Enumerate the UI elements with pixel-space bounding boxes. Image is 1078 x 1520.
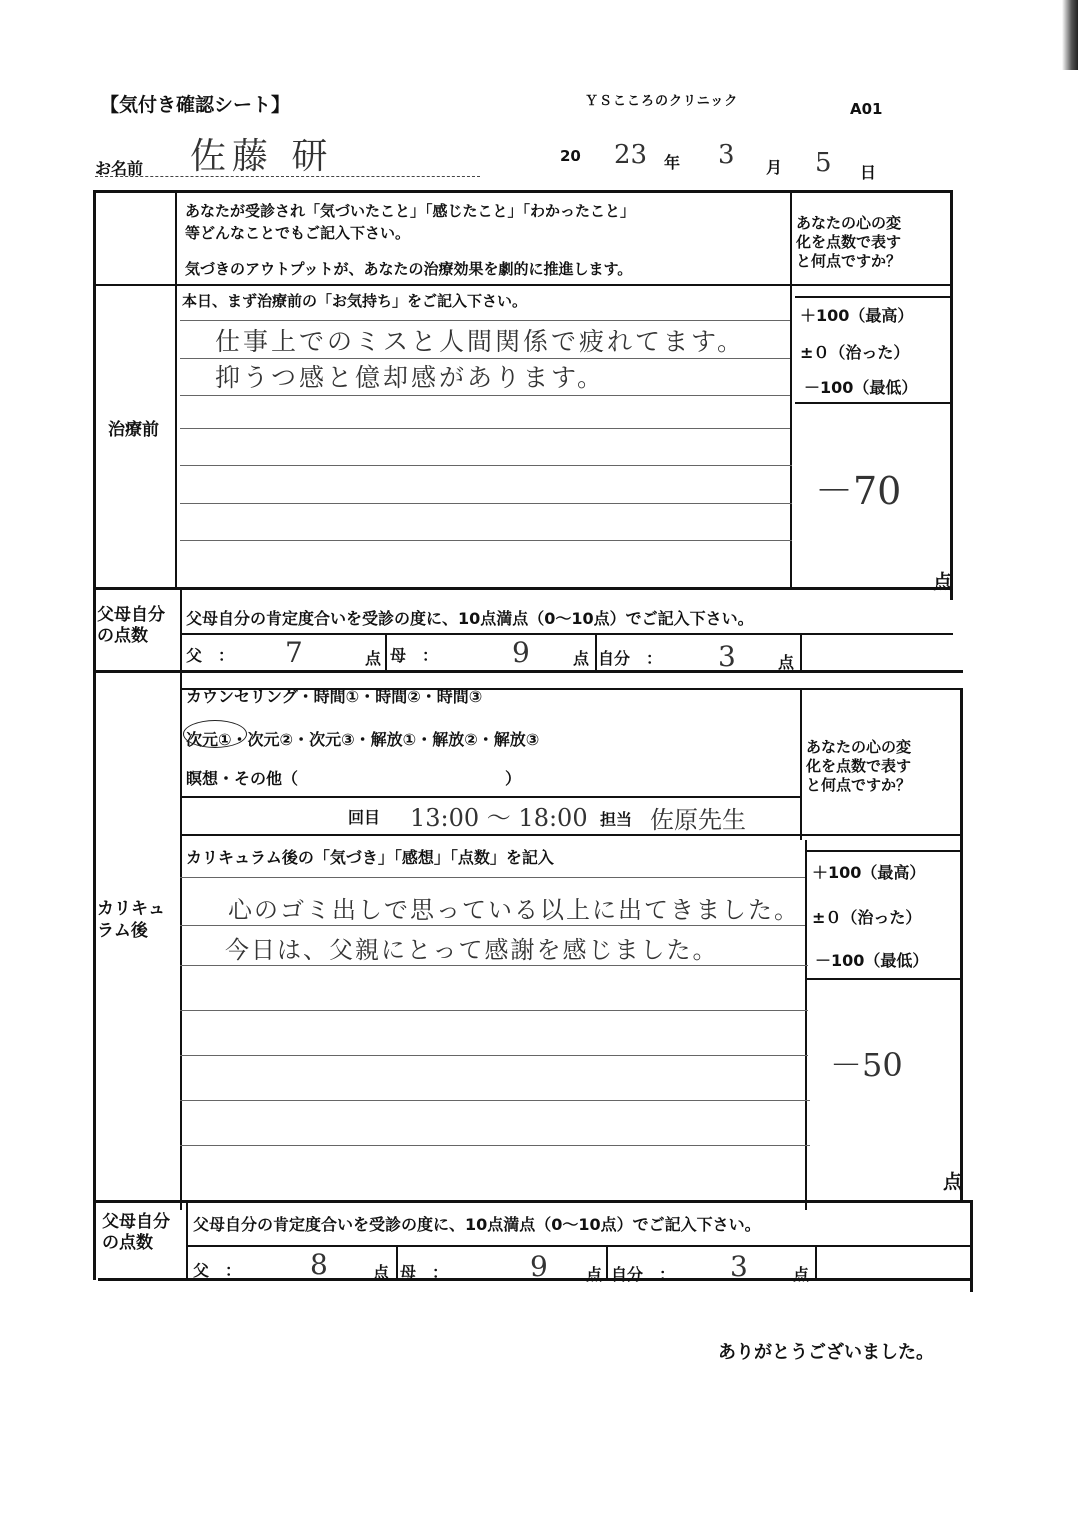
father-label-2: 父 ： <box>193 1261 242 1280</box>
curriculum-label: カリキュ ラム後 <box>97 899 165 941</box>
ruled-line <box>180 1010 808 1011</box>
scale-low: －100（最低） <box>804 378 918 397</box>
ruled-line <box>180 395 790 396</box>
col-divider-parents2 <box>186 1200 188 1280</box>
frame-top <box>93 190 953 193</box>
thanks-message: ありがとうございました。 <box>718 1342 934 1363</box>
row-divider-before <box>93 587 953 590</box>
self-unit-1: 点 <box>778 653 795 672</box>
self-value-1: 3 <box>718 640 736 673</box>
curriculum-entry-1: 心のゴミ出しで思っている以上に出てきました。 <box>228 896 800 924</box>
father-value-2: 8 <box>310 1248 328 1281</box>
scale-box-2-bottom <box>806 978 963 980</box>
form-code: A01 <box>850 100 883 118</box>
name-value: 佐藤 研 <box>190 136 334 177</box>
clinic-name: ＹＳこころのクリニック <box>585 94 739 109</box>
parents-self-prompt-1: 父母自分の肯定度合いを受診の度に、10点満点（0～10点）でご記入下さい。 <box>186 609 754 628</box>
year-value: 23 <box>614 140 648 170</box>
score-col-divider-2b <box>805 840 807 1210</box>
scan-edge-shadow <box>1062 0 1078 70</box>
intro-line-1: あなたが受診され「気づいたこと」「感じたこと」「わかったこと」 <box>185 202 636 220</box>
before-entry-1: 仕事上でのミスと人間関係で疲れてます。 <box>215 327 746 356</box>
ruled-line <box>180 1100 810 1101</box>
father-unit-2: 点 <box>373 1263 390 1282</box>
curriculum-entry-2: 今日は、父親にとって感謝を感じました。 <box>225 936 719 964</box>
parents2-sep-1 <box>396 1245 398 1280</box>
staff-label: 担当 <box>600 810 633 829</box>
ruled-line <box>180 465 792 466</box>
scale-high-2: ＋100（最高） <box>812 863 926 882</box>
parents2-sep-2 <box>606 1245 608 1280</box>
father-unit-1: 点 <box>365 649 382 668</box>
before-treatment-label: 治療前 <box>108 420 159 440</box>
ruled-line <box>180 320 790 321</box>
month-value: 3 <box>718 140 735 170</box>
parents1-row-line <box>180 633 953 635</box>
parents-self-label-2: 父母自分 の点数 <box>102 1212 170 1253</box>
score-col-divider-1 <box>790 190 792 590</box>
parents2-row-line <box>186 1245 973 1247</box>
before-score-unit: 点 <box>933 571 953 593</box>
options-line-1: カウンセリング・時間①・時間②・時間③ <box>186 687 483 706</box>
before-entry-2: 抑うつ感と億却感があります。 <box>215 363 606 392</box>
before-treatment-prompt: 本日、まず治療前の「お気持ち」をご記入下さい。 <box>182 292 528 310</box>
day-label: 日 <box>860 163 877 182</box>
mother-value-2: 9 <box>530 1250 548 1283</box>
scale-zero: ±０（治った） <box>800 343 910 362</box>
options-line-3-b: ） <box>505 769 522 788</box>
month-label: 月 <box>766 158 783 177</box>
intro-line-3: 気づきのアウトプットが、あなたの治療効果を劇的に推進します。 <box>185 260 633 278</box>
session-label: 回目 <box>348 808 381 827</box>
self-value-2: 3 <box>730 1250 748 1283</box>
frame-left <box>93 190 96 1280</box>
options-line-2: 次元①・次元②・次元③・解放①・解放②・解放③ <box>186 730 540 749</box>
father-label-1: 父 ： <box>186 646 235 665</box>
col-divider-parents1 <box>180 587 182 672</box>
ruled-line <box>180 925 805 926</box>
self-unit-2: 点 <box>793 1265 810 1284</box>
session-row-bottom <box>182 834 962 836</box>
intro-line-2: 等どんなことでもご記入下さい。 <box>185 224 411 242</box>
frame-right-upper <box>950 190 953 600</box>
scale-box-top <box>795 296 953 298</box>
staff-value: 佐原先生 <box>650 806 746 834</box>
parents1-sep-3 <box>800 633 802 671</box>
year-label: 年 <box>664 153 681 172</box>
ruled-line <box>180 1145 810 1146</box>
scale-high: ＋100（最高） <box>800 306 914 325</box>
parents-self-prompt-2: 父母自分の肯定度合いを受診の度に、10点満点（0～10点）でご記入下さい。 <box>193 1215 761 1234</box>
self-label-2: 自分 ： <box>611 1265 676 1284</box>
score-col-divider-2a <box>800 690 802 840</box>
mother-label-1: 母 ： <box>390 646 439 665</box>
frame-right-mid <box>960 690 963 1200</box>
curriculum-score-value: －50 <box>830 1046 903 1084</box>
mother-unit-2: 点 <box>586 1265 603 1284</box>
col-divider-1 <box>175 190 177 590</box>
col-divider-2 <box>180 670 182 1210</box>
ruled-line <box>180 1055 808 1056</box>
date-prefix: 20 <box>560 147 581 165</box>
options-line-3-a: 瞑想・その他（ <box>186 769 299 788</box>
ruled-line <box>180 965 808 966</box>
parents2-sep-3 <box>815 1245 817 1280</box>
sheet-title: 【気付き確認シート】 <box>100 94 291 116</box>
scale-low-2: －100（最低） <box>815 951 929 970</box>
parents-self-label-1: 父母自分 の点数 <box>97 605 165 646</box>
name-label: お名前 <box>95 159 144 178</box>
day-value: 5 <box>815 148 832 178</box>
score-question-1: あなたの心の変 化を点数で表す と何点ですか？ <box>796 214 902 270</box>
before-score-value: －70 <box>815 469 902 513</box>
selected-option-circle <box>183 720 247 748</box>
scale-box-bottom <box>795 402 953 404</box>
row-divider-curriculum <box>95 1200 973 1203</box>
curriculum-score-unit: 点 <box>943 1171 963 1193</box>
self-label-1: 自分 ： <box>598 649 663 668</box>
mother-label-2: 母 ： <box>400 1263 449 1282</box>
row-divider-intro <box>93 284 953 286</box>
name-underline <box>95 176 480 177</box>
scale-box-2-top <box>806 850 963 852</box>
ruled-line <box>180 540 792 541</box>
scale-zero-2: ±０（治った） <box>812 908 922 927</box>
parents1-sep-2 <box>595 633 597 671</box>
curriculum-prompt: カリキュラム後の「気づき」「感想」「点数」を記入 <box>186 848 554 867</box>
ruled-line <box>180 877 805 878</box>
session-time: 13:00 ～ 18:00 <box>410 804 588 832</box>
ruled-line <box>180 503 792 504</box>
parents1-sep-1 <box>385 633 387 671</box>
father-value-1: 7 <box>285 636 303 669</box>
ruled-line <box>180 428 790 429</box>
score-question-2: あなたの心の変 化を点数で表す と何点ですか？ <box>806 738 912 794</box>
mother-unit-1: 点 <box>573 649 590 668</box>
mother-value-1: 9 <box>512 636 530 669</box>
row-divider-parents1 <box>93 670 963 673</box>
